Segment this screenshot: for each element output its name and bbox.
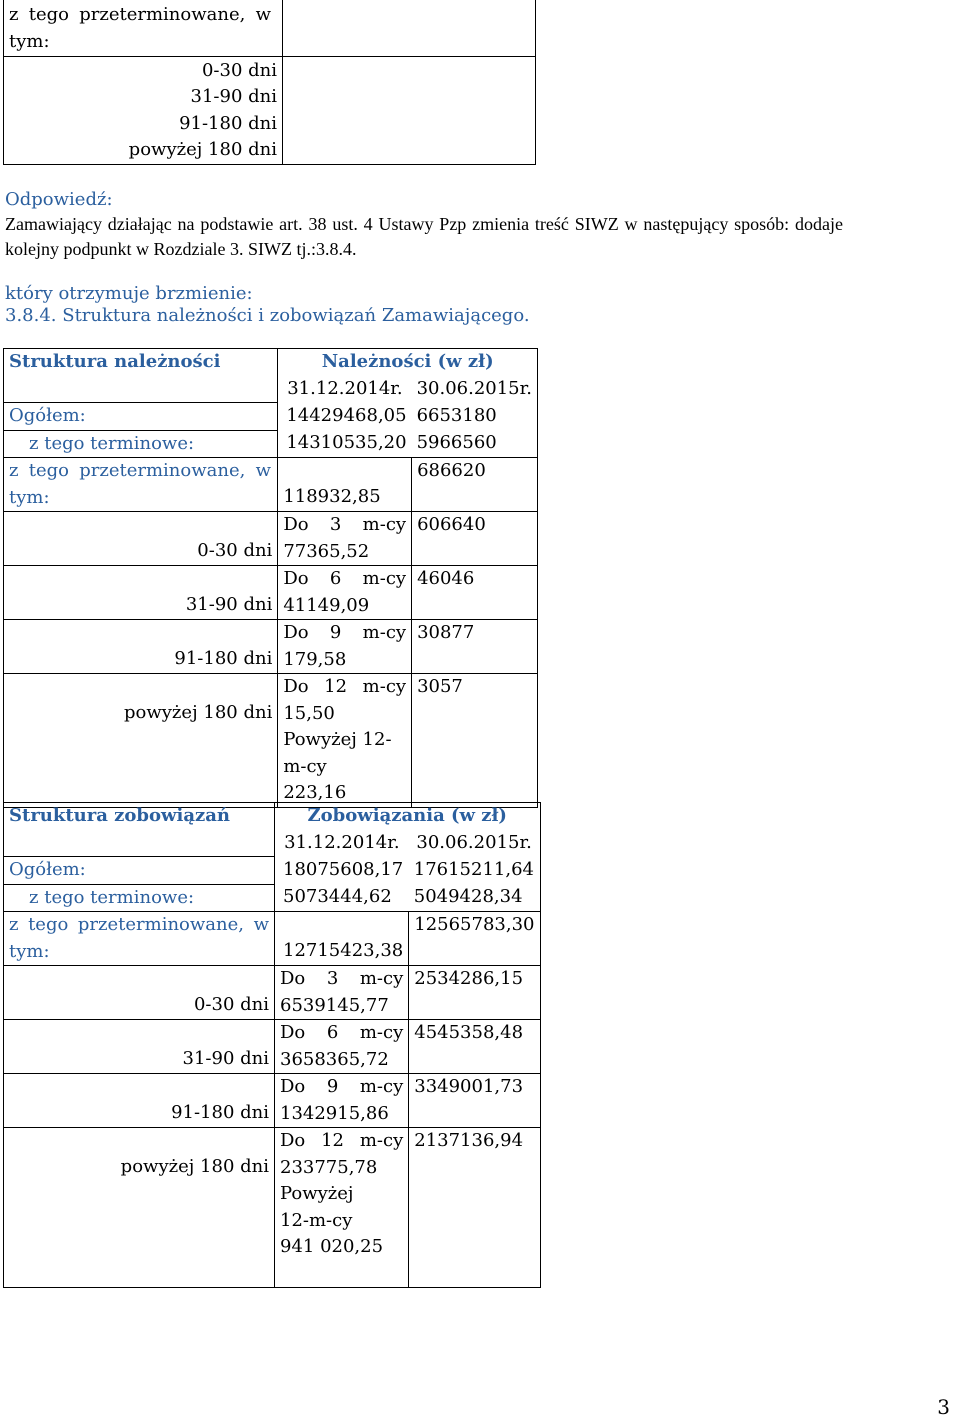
liabilities-timely-label: z tego terminowe: xyxy=(4,884,275,912)
receivables-bucket-cell xyxy=(278,512,412,566)
liabilities-overdue-v2: 12565783,30 xyxy=(409,912,540,966)
receivables-extra-desc: Powyżej 12-m-cy 223,16 xyxy=(283,729,392,803)
liabilities-extra-desc: Powyżej 12-m-cy xyxy=(280,1183,354,1231)
answer-subheading: który otrzymuje brzmienie: xyxy=(5,283,253,304)
liabilities-bucket-cell xyxy=(275,1128,409,1288)
receivables-total-v2: 6653180 xyxy=(412,403,538,431)
receivables-bucket-v1: 15,50 xyxy=(283,702,335,724)
liabilities-timely-v2: 5049428,34 xyxy=(409,884,540,912)
liabilities-timely-v1: 5073444,62 xyxy=(283,886,392,907)
receivables-bucket-v2: 30877 xyxy=(412,620,538,674)
receivables-timely-label: z tego terminowe: xyxy=(4,430,278,458)
liabilities-bucket-v1: 3658365,72 xyxy=(280,1048,389,1070)
liabilities-bucket-desc: Do 6 m-cy xyxy=(280,1022,404,1043)
receivables-bucket-desc: Do 3 m-cy xyxy=(283,514,407,535)
answer-heading: Odpowiedź: xyxy=(5,189,113,210)
liabilities-bucket-desc: Do 12 m-cy xyxy=(280,1130,404,1151)
overdue-label-cell xyxy=(4,0,283,56)
liabilities-bucket-cell xyxy=(275,966,409,1020)
receivables-bucket-v1: 179,58 xyxy=(283,648,347,670)
bucket-label: 31-90 dni xyxy=(190,86,277,107)
liabilities-extra-value: 941 020,25 xyxy=(280,1236,384,1257)
liabilities-bucket-v1: 6539145,77 xyxy=(280,994,389,1016)
receivables-timely-v1: 14310535,20 xyxy=(286,432,407,453)
liabilities-bucket-desc: Do 3 m-cy xyxy=(280,968,404,989)
liabilities-bucket-cell xyxy=(275,1020,409,1074)
liabilities-bucket-cell xyxy=(275,1074,409,1128)
receivables-bucket-label: 31-90 dni xyxy=(4,566,278,620)
receivables-bucket-label: powyżej 180 dni xyxy=(4,674,278,808)
liabilities-overdue-v1: 12715423,38 xyxy=(275,912,409,966)
liabilities-bucket-label: 91-180 dni xyxy=(4,1074,275,1128)
receivables-bucket-v2: 3057 xyxy=(412,674,538,808)
liabilities-bucket-v2: 4545358,48 xyxy=(409,1020,540,1074)
overdue-continuation-table xyxy=(3,0,536,165)
receivables-overdue-label-line1: z tego przeterminowane, w xyxy=(9,460,271,481)
liabilities-bucket-desc: Do 9 m-cy xyxy=(280,1076,404,1097)
receivables-bucket-desc: Do 12 m-cy xyxy=(283,676,407,697)
liabilities-bucket-label: powyżej 180 dni xyxy=(4,1128,275,1288)
liabilities-bucket-v1: 233775,78 xyxy=(280,1156,378,1178)
receivables-bucket-desc: Do 9 m-cy xyxy=(283,622,407,643)
receivables-timely-v2: 5966560 xyxy=(412,430,538,458)
liabilities-overdue-label-line1: z tego przeterminowane, w xyxy=(9,914,269,935)
receivables-bucket-v1: 77365,52 xyxy=(283,540,370,562)
receivables-total-label: Ogółem: xyxy=(4,403,278,431)
receivables-overdue-v1: 118932,85 xyxy=(278,458,412,512)
receivables-total-v1: 14429468,05 xyxy=(286,404,407,426)
liabilities-bucket-v2: 2534286,15 xyxy=(409,966,540,1020)
bucket-labels-cell xyxy=(4,56,283,164)
receivables-bucket-cell xyxy=(278,566,412,620)
liabilities-overdue-label-line2: tym: xyxy=(9,940,50,962)
receivables-group-header: Należności (w zł) xyxy=(278,349,538,376)
receivables-bucket-v2: 606640 xyxy=(412,512,538,566)
liabilities-total-v1: 18075608,17 xyxy=(283,858,404,880)
liabilities-bucket-label: 31-90 dni xyxy=(4,1020,275,1074)
liabilities-bucket-label: 0-30 dni xyxy=(4,966,275,1020)
empty-value-cell xyxy=(283,56,536,164)
liabilities-date1: 31.12.2014r. xyxy=(275,830,409,857)
receivables-date1: 31.12.2014r. xyxy=(278,376,412,403)
liabilities-group-header: Zobowiązania (w zł) xyxy=(275,803,541,830)
answer-body: Zamawiający działając na podstawie art. 38 ust. 4 Ustawy Pzp zmienia treść SIWZ w następujący sposób: dodaje kolejny podpunkt w Rozdziale 3. SIWZ tj.:3.8.4. xyxy=(5,214,843,259)
liabilities-bucket-v2: 3349001,73 xyxy=(409,1074,540,1128)
receivables-bucket-label: 0-30 dni xyxy=(4,512,278,566)
liabilities-title: Struktura zobowiązań xyxy=(4,803,275,830)
overdue-label-line1: z tego przeterminowane, w xyxy=(9,4,271,25)
liabilities-overdue-label-cell xyxy=(4,912,275,966)
receivables-bucket-cell xyxy=(278,620,412,674)
receivables-overdue-label-line2: tym: xyxy=(9,486,50,508)
section-title: 3.8.4. Struktura należności i zobowiązań Zamawiającego. xyxy=(5,305,530,326)
bucket-label: 91-180 dni xyxy=(179,112,277,134)
spacer-cell xyxy=(4,830,275,857)
receivables-overdue-label-cell xyxy=(4,458,278,512)
receivables-bucket-desc: Do 6 m-cy xyxy=(283,568,407,589)
spacer-cell xyxy=(4,376,278,403)
liabilities-bucket-v1: 1342915,86 xyxy=(280,1102,389,1124)
receivables-date2: 30.06.2015r. xyxy=(412,376,538,403)
bucket-label: powyżej 180 dni xyxy=(128,139,277,160)
liabilities-bucket-v2: 2137136,94 xyxy=(409,1128,540,1288)
bucket-label: 0-30 dni xyxy=(201,59,277,81)
empty-value-cell xyxy=(283,0,536,56)
overdue-label-line2: tym: xyxy=(9,30,50,52)
receivables-bucket-label: 91-180 dni xyxy=(4,620,278,674)
receivables-bucket-v1: 41149,09 xyxy=(283,594,370,616)
liabilities-date2: 30.06.2015r. xyxy=(409,830,540,857)
liabilities-total-label: Ogółem: xyxy=(4,857,275,885)
liabilities-table xyxy=(3,802,541,1288)
receivables-bucket-v2: 46046 xyxy=(412,566,538,620)
receivables-table xyxy=(3,348,538,808)
page-number: 3 xyxy=(937,1395,950,1419)
liabilities-total-v2: 17615211,64 xyxy=(409,857,540,885)
receivables-overdue-v2: 686620 xyxy=(412,458,538,512)
receivables-title: Struktura należności xyxy=(4,349,278,376)
receivables-bucket-cell xyxy=(278,674,412,808)
